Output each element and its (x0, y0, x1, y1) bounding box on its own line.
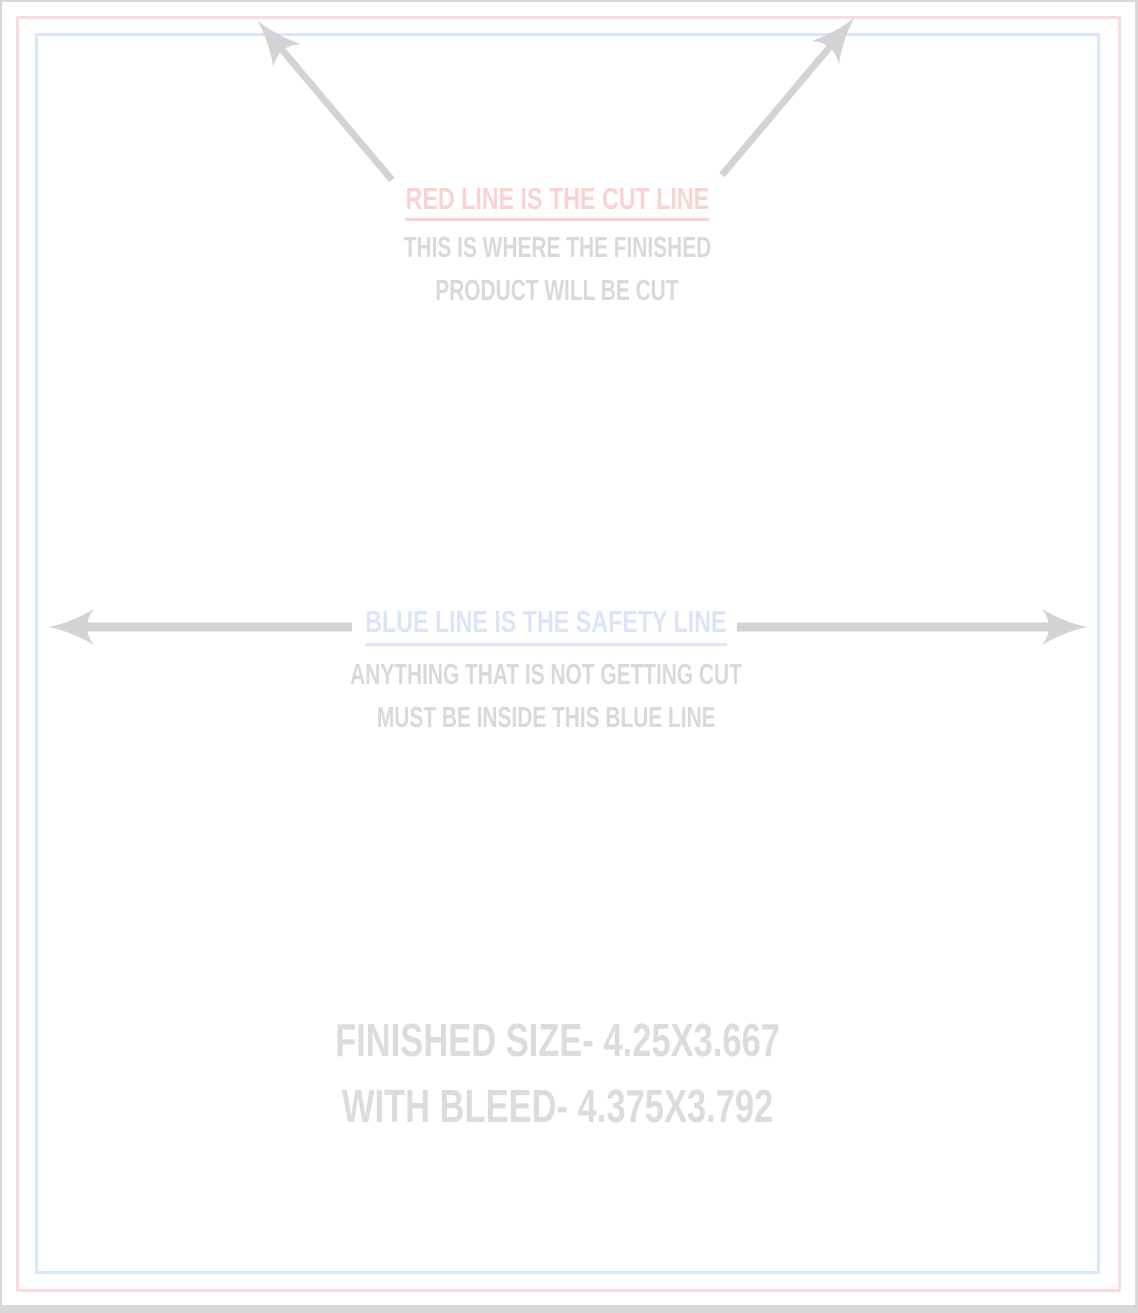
safety-line-description-line2: MUST BE INSIDE THIS BLUE LINE (376, 702, 716, 734)
safety-line-description (0, 654, 1092, 740)
cut-line-title: RED LINE IS THE CUT LINE (0, 181, 1114, 221)
bleed-size-label: WITH BLEED- 4.375X3.792 (342, 1080, 774, 1132)
size-note (0, 1007, 1116, 1139)
cut-line-note (0, 181, 1114, 313)
safety-line-title: BLUE LINE IS THE SAFETY LINE (0, 604, 1092, 646)
safety-line-note (0, 604, 1092, 740)
cut-line-description-line2: PRODUCT WILL BE CUT (435, 275, 679, 307)
safety-line-description-line1: ANYTHING THAT IS NOT GETTING CUT (350, 659, 742, 691)
finished-size-label: FINISHED SIZE- 4.25X3.667 (335, 1014, 781, 1066)
cut-line-description-line1: THIS IS WHERE THE FINISHED (403, 232, 711, 264)
cut-line-description (0, 227, 1114, 313)
